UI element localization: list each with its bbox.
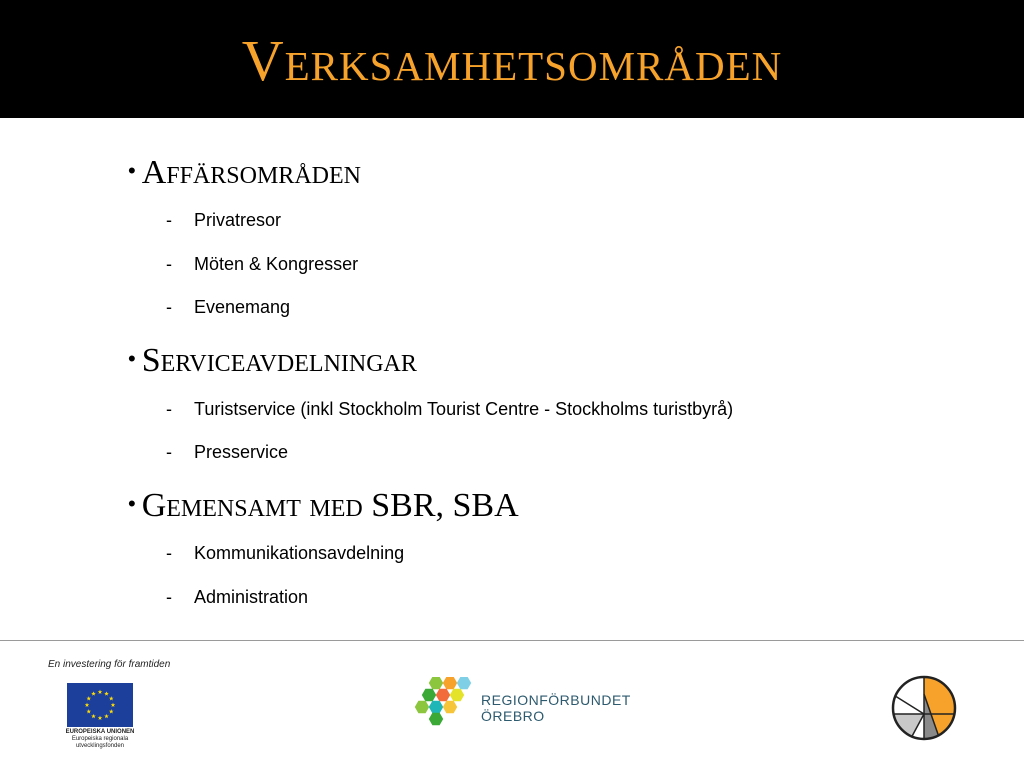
- section-heading-gemensamt: [128, 484, 519, 526]
- slide-title: Verksamhetsområden: [241, 28, 783, 93]
- section-heading-text: Affärsområden: [141, 154, 361, 191]
- dash-icon: -: [166, 587, 172, 607]
- dash-icon: -: [166, 254, 172, 274]
- list-item: [166, 440, 288, 464]
- dash-icon: -: [166, 442, 172, 462]
- bullet-icon: •: [128, 491, 136, 516]
- footer: [0, 641, 1024, 768]
- list-item-text: Kommunikationsavdelning: [194, 543, 405, 563]
- eu-caption-line2: Europeiska regionala: [71, 736, 129, 742]
- eu-caption-line3: utvecklingsfonden: [75, 743, 125, 749]
- rf-hexagon: [429, 701, 443, 713]
- list-item: [166, 208, 281, 232]
- rf-hexagon: [429, 713, 443, 725]
- list-item-text: Turistservice (inkl Stockholm Tourist Centre - Stockholms turistbyrå): [194, 399, 734, 419]
- list-item: [166, 252, 358, 276]
- section-heading-text: Serviceavdelningar: [141, 342, 417, 379]
- list-item-text: Administration: [194, 587, 309, 607]
- bullet-icon: •: [128, 346, 136, 371]
- rf-line1: REGIONFÖRBUNDET: [481, 692, 631, 708]
- rf-hexagon: [450, 689, 464, 701]
- dash-icon: -: [166, 210, 172, 230]
- rf-line2: ÖREBRO: [481, 708, 545, 724]
- rf-hexagon: [429, 677, 443, 689]
- list-item-text: Presservice: [194, 442, 289, 462]
- dash-icon: -: [166, 399, 172, 419]
- rf-hexagon: [457, 677, 471, 689]
- regionforbundet-logo-icon: [414, 677, 474, 737]
- eu-caption: [48, 729, 152, 750]
- rf-hexagon: [422, 689, 436, 701]
- list-item: [166, 541, 404, 565]
- bullet-icon: •: [128, 158, 136, 183]
- dash-icon: -: [166, 297, 172, 317]
- list-item: [166, 585, 308, 609]
- eu-flag-icon: [67, 683, 133, 727]
- eu-tagline: En investering för framtiden: [48, 659, 171, 670]
- dash-icon: -: [166, 543, 172, 563]
- list-item-text: Evenemang: [194, 297, 291, 317]
- rf-hexagon: [436, 689, 450, 701]
- list-item-text: Privatresor: [194, 210, 282, 230]
- eu-caption-line1: EUROPEISKA UNIONEN: [65, 729, 135, 735]
- rf-hexagon: [415, 701, 429, 713]
- rf-hexagon: [443, 701, 457, 713]
- section-heading-affarsomraden: [128, 151, 361, 193]
- section-heading-text: Gemensamt med SBR, SBA: [141, 487, 519, 524]
- list-item-text: Möten & Kongresser: [194, 254, 359, 274]
- rf-hexagon: [443, 677, 457, 689]
- section-heading-serviceavdelningar: [128, 339, 417, 381]
- circle-monogram-logo-icon: [890, 674, 958, 742]
- list-item: [166, 397, 733, 421]
- list-item: [166, 295, 290, 319]
- eu-flag-field: [67, 683, 133, 727]
- regionforbundet-wordmark: [481, 692, 631, 724]
